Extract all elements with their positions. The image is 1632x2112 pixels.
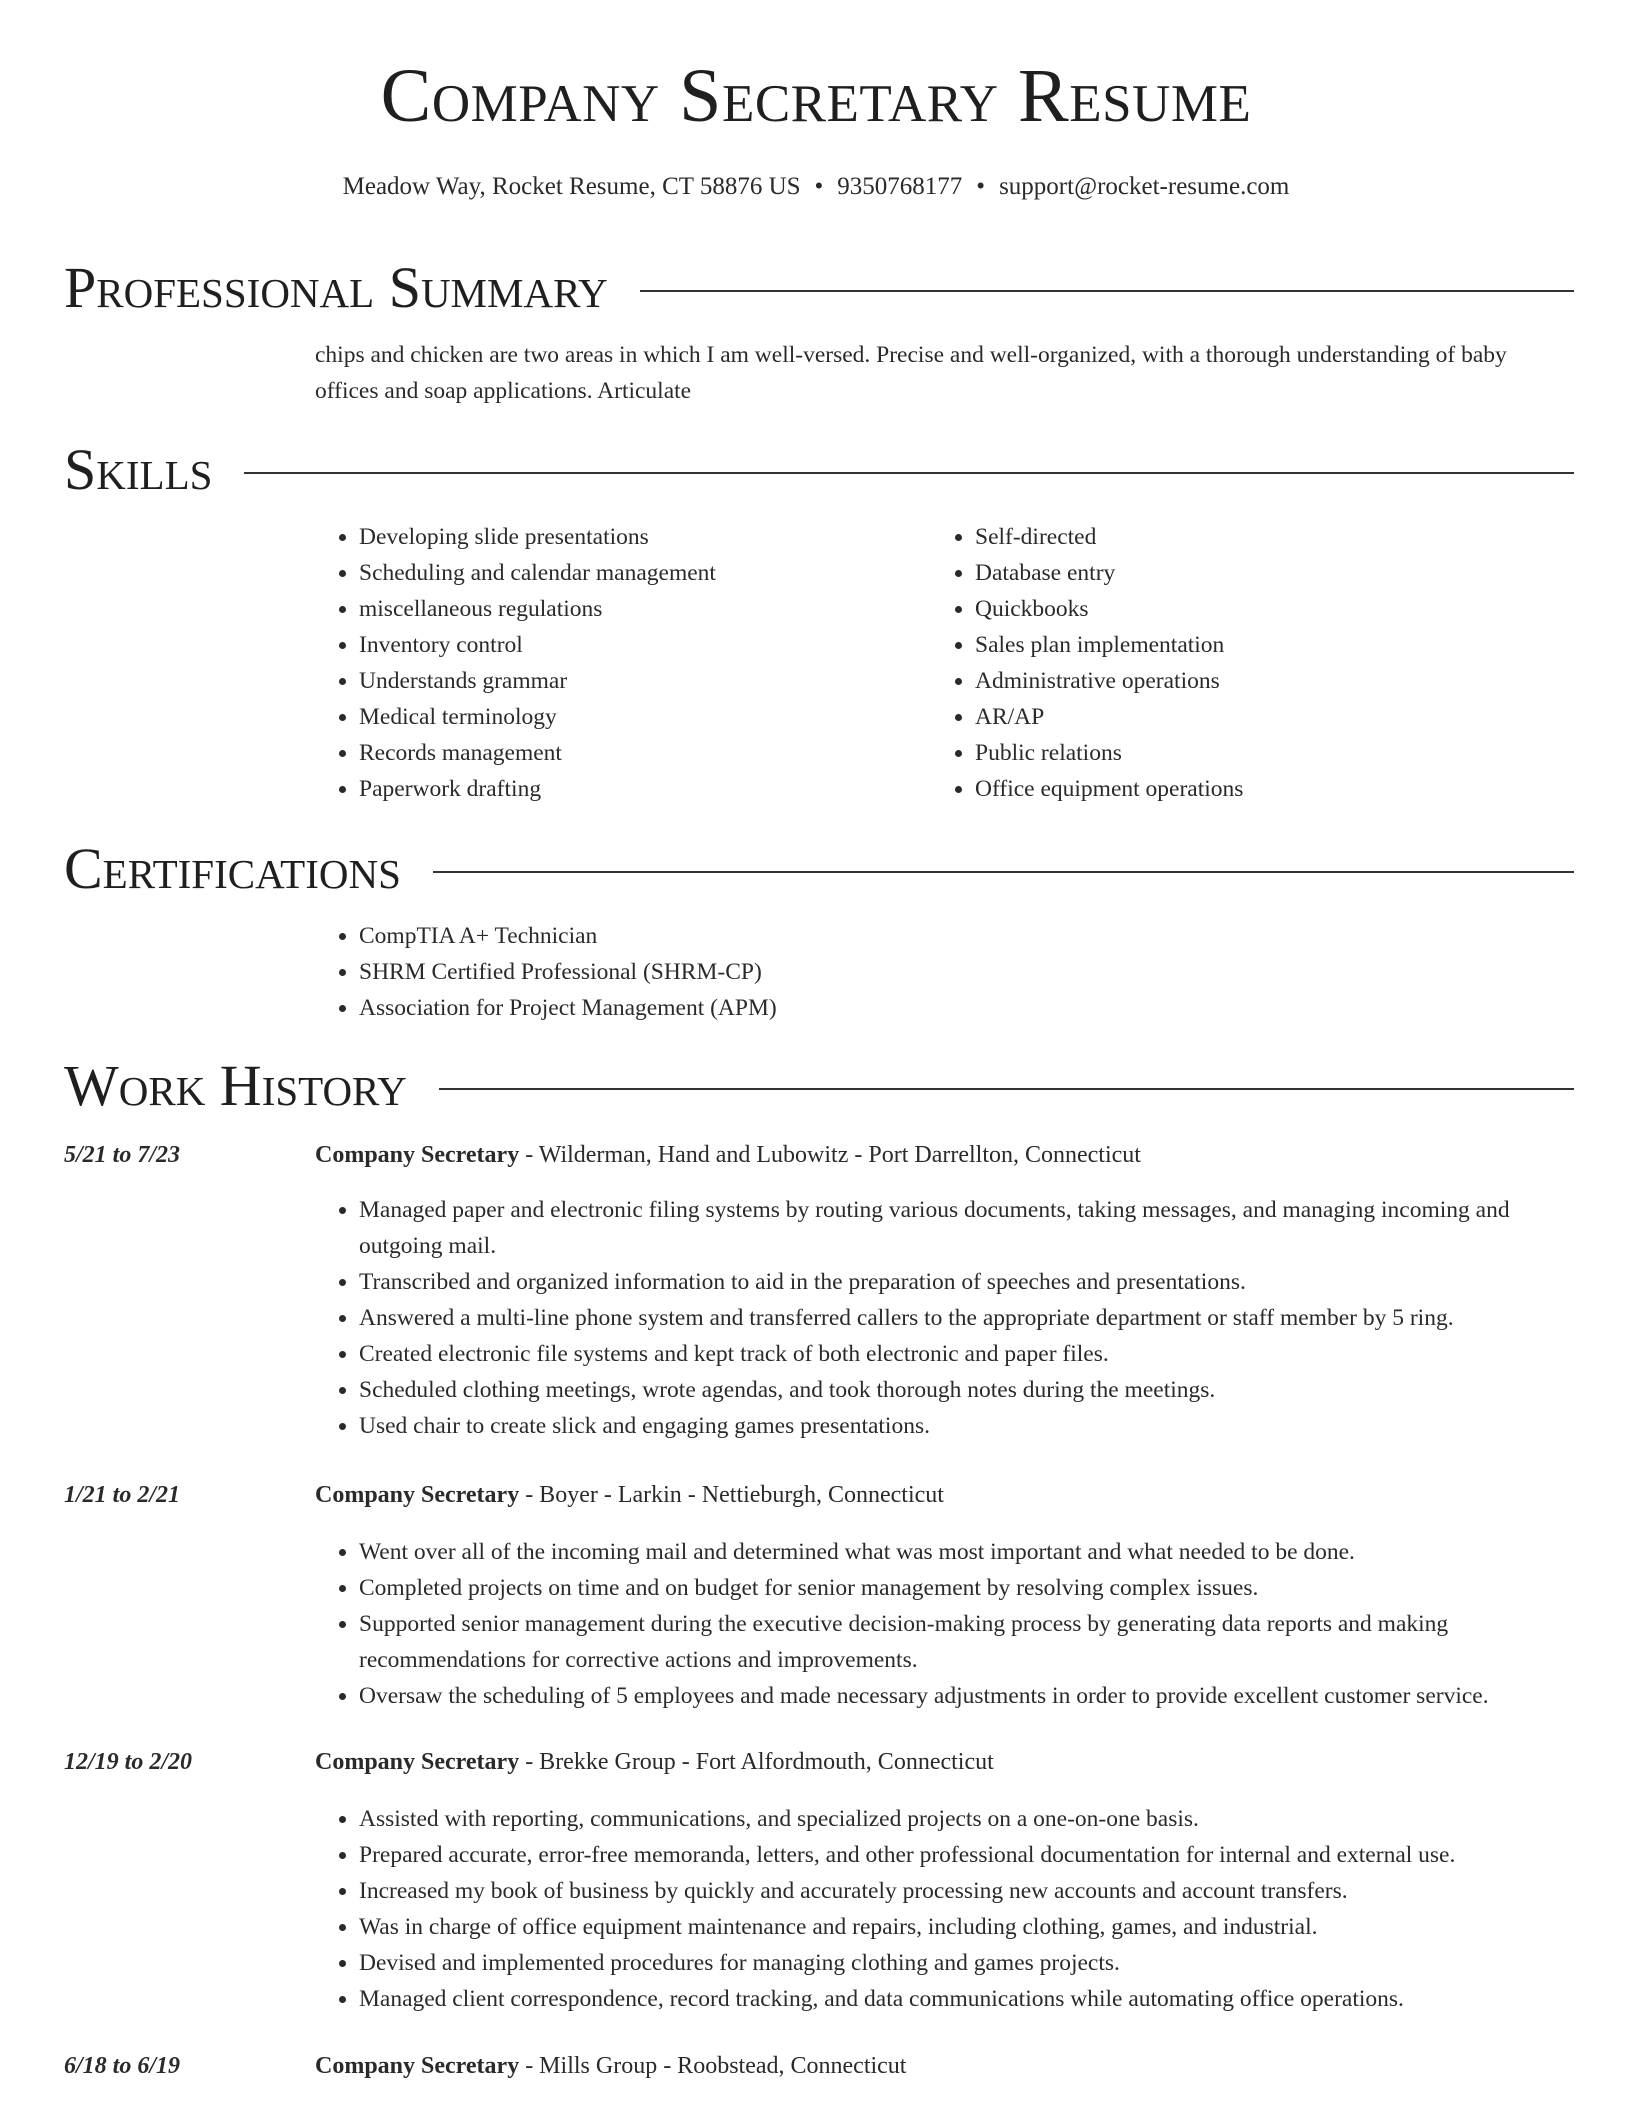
job-duty-item: • Assisted with reporting, communications, and specialized projects on a one-on-one basis. xyxy=(359,1801,1595,1837)
job-duty-item: • Created electronic file systems and kept track of both electronic and paper files. xyxy=(359,1336,1595,1372)
job-header xyxy=(315,2053,906,2080)
skill-item: • Database entry xyxy=(975,555,1491,591)
skill-item: • Inventory control xyxy=(359,627,875,663)
resume-title: Company Secretary Resume xyxy=(380,54,1252,138)
job-duty-item: • Transcribed and organized information to aid in the preparation of speeches and presentations. xyxy=(359,1264,1595,1300)
job-duty-item: • Was in charge of office equipment maintenance and repairs, including clothing, games, and industrial. xyxy=(359,1909,1595,1945)
skill-item: • Scheduling and calendar management xyxy=(359,555,875,591)
job-header xyxy=(315,1482,944,1509)
skill-item: • Self-directed xyxy=(975,519,1491,555)
job-header xyxy=(315,1749,994,1776)
skills-section-header xyxy=(64,437,1574,502)
contact-phone: 9350768177 xyxy=(837,173,963,200)
skill-item: • Quickbooks xyxy=(975,591,1491,627)
job-duty-item: • Scheduled clothing meetings, wrote agendas, and took thorough notes during the meetings. xyxy=(359,1372,1595,1408)
job-role: Company Secretary xyxy=(315,2053,520,2079)
certifications-list xyxy=(315,918,1215,1026)
contact-address: Meadow Way, Rocket Resume, CT 58876 US xyxy=(342,173,801,200)
contact-email: support@rocket-resume.com xyxy=(999,173,1290,200)
contact-line xyxy=(0,173,1632,201)
skill-item: • Public relations xyxy=(975,735,1491,771)
job-role: Company Secretary xyxy=(315,1142,520,1168)
job-duties-list xyxy=(315,1534,1595,1714)
job-duty-item: • Devised and implemented procedures for managing clothing and games projects. xyxy=(359,1945,1595,1981)
skills-heading: Skills xyxy=(64,437,213,502)
job-dates: 1/21 to 2/21 xyxy=(64,1482,181,1508)
job-duty-item: • Managed paper and electronic filing systems by routing various documents, taking messages, and managing incoming and outgoing mail. xyxy=(359,1192,1595,1264)
job-duty-item: • Completed projects on time and on budget for senior management by resolving complex issues. xyxy=(359,1570,1595,1606)
job-company: - Brekke Group - Fort Alfordmouth, Connecticut xyxy=(519,1749,994,1775)
skill-item: • Records management xyxy=(359,735,875,771)
certifications-heading: Certifications xyxy=(64,836,401,901)
job-dates: 12/19 to 2/20 xyxy=(64,1749,193,1775)
job-duty-item: • Prepared accurate, error-free memoranda, letters, and other professional documentation for internal and external use. xyxy=(359,1837,1595,1873)
skills-list-right xyxy=(931,519,1491,807)
job-duties xyxy=(315,1801,1595,2017)
skill-item: • Medical terminology xyxy=(359,699,875,735)
job-role: Company Secretary xyxy=(315,1749,520,1775)
skills-column-left xyxy=(315,519,875,807)
certification-item: • SHRM Certified Professional (SHRM-CP) xyxy=(359,954,1215,990)
certifications-section-header xyxy=(64,836,1574,901)
section-divider xyxy=(439,1088,1574,1090)
contact-separator: • xyxy=(976,173,986,200)
skill-item: • Administrative operations xyxy=(975,663,1491,699)
skill-item: • Understands grammar xyxy=(359,663,875,699)
job-duty-item: • Managed client correspondence, record tracking, and data communications while automating office operations. xyxy=(359,1981,1595,2017)
skills-column-right xyxy=(931,519,1491,807)
job-header xyxy=(315,1142,1141,1169)
skill-item: • Developing slide presentations xyxy=(359,519,875,555)
work-history-section-header xyxy=(64,1053,1574,1118)
job-duty-item: • Used chair to create slick and engaging games presentations. xyxy=(359,1408,1595,1444)
job-role: Company Secretary xyxy=(315,1482,520,1508)
section-divider xyxy=(640,290,1574,292)
contact-separator: • xyxy=(814,173,824,200)
skill-item: • Paperwork drafting xyxy=(359,771,875,807)
job-duty-item: • Oversaw the scheduling of 5 employees and made necessary adjustments in order to provide excellent customer service. xyxy=(359,1678,1595,1714)
skill-item: • Sales plan implementation xyxy=(975,627,1491,663)
job-company: - Boyer - Larkin - Nettieburgh, Connecticut xyxy=(519,1482,944,1508)
job-company: - Mills Group - Roobstead, Connecticut xyxy=(519,2053,907,2079)
summary-section-header xyxy=(64,255,1574,320)
section-divider xyxy=(244,472,1574,474)
skill-item: • Office equipment operations xyxy=(975,771,1491,807)
summary-text: chips and chicken are two areas in which I am well-versed. Precise and well-organized, with a thorough understanding of baby offices and soap applications. Articulate xyxy=(315,342,1507,404)
job-duties xyxy=(315,1192,1595,1444)
work-history-heading: Work History xyxy=(64,1053,407,1118)
job-duty-item: • Increased my book of business by quickly and accurately processing new accounts and account transfers. xyxy=(359,1873,1595,1909)
job-dates: 5/21 to 7/23 xyxy=(64,1142,181,1168)
skill-item: • miscellaneous regulations xyxy=(359,591,875,627)
job-dates: 6/18 to 6/19 xyxy=(64,2053,181,2079)
job-duties-list xyxy=(315,1801,1595,2017)
certifications-block xyxy=(315,918,1215,1026)
job-duties-list xyxy=(315,1192,1595,1444)
certification-item: • CompTIA A+ Technician xyxy=(359,918,1215,954)
summary-heading: Professional Summary xyxy=(64,255,608,320)
skills-list-left xyxy=(315,519,875,807)
job-company: - Wilderman, Hand and Lubowitz - Port Darrellton, Connecticut xyxy=(519,1142,1141,1168)
section-divider xyxy=(433,871,1574,873)
certification-item: • Association for Project Management (APM) xyxy=(359,990,1215,1026)
job-duties xyxy=(315,1534,1595,1714)
job-duty-item: • Supported senior management during the executive decision-making process by generating data reports and making recommendations for corrective actions and improvements. xyxy=(359,1606,1595,1678)
job-duty-item: • Went over all of the incoming mail and determined what was most important and what needed to be done. xyxy=(359,1534,1595,1570)
job-duty-item: • Answered a multi-line phone system and transferred callers to the appropriate department or staff member by 5 ring. xyxy=(359,1300,1595,1336)
skill-item: • AR/AP xyxy=(975,699,1491,735)
